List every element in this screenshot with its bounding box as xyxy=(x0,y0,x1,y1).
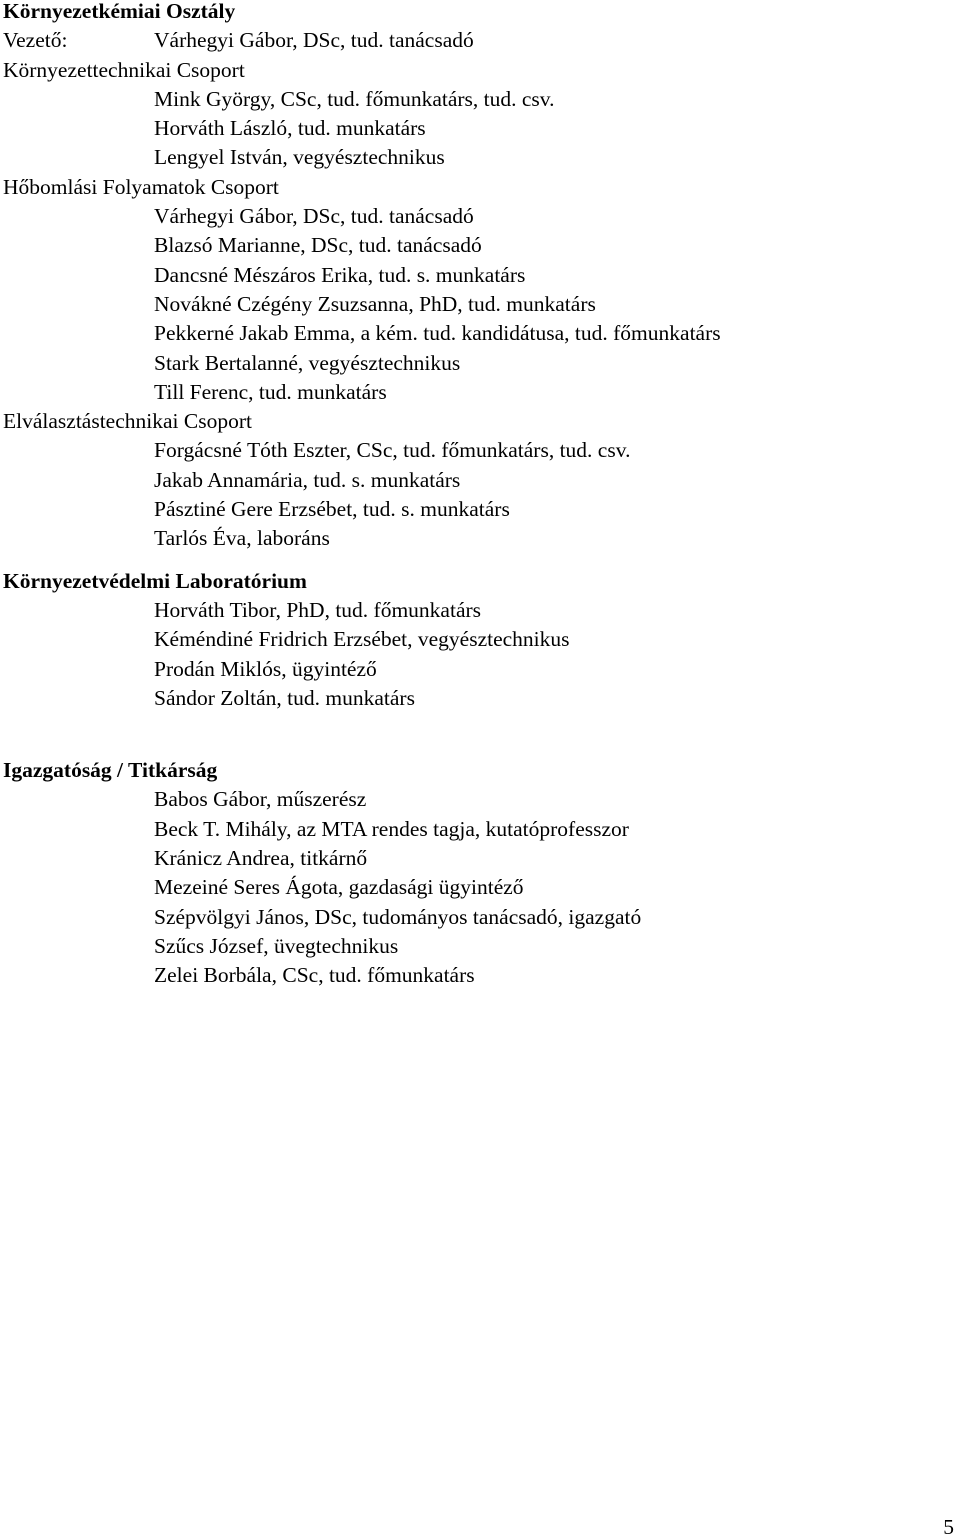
member: Szűcs József, üvegtechnikus xyxy=(154,933,399,958)
member: Dancsné Mészáros Erika, tud. s. munkatárs xyxy=(154,262,526,287)
member: Várhegyi Gábor, DSc, tud. tanácsadó xyxy=(154,204,474,229)
member: Pekkerné Jakab Emma, a kém. tud. kandidátusa, tud. főmunkatárs xyxy=(154,321,721,346)
member: Jakab Annamária, tud. s. munkatárs xyxy=(154,467,461,492)
member: Zelei Borbála, CSc, tud. főmunkatárs xyxy=(154,963,475,988)
member: Horváth László, tud. munkatárs xyxy=(154,116,426,141)
office-title: Igazgatóság / Titkárság xyxy=(3,758,218,783)
member: Mezeiné Seres Ágota, gazdasági ügyintéző xyxy=(154,875,524,900)
member: Novákné Czégény Zsuzsanna, PhD, tud. munkatárs xyxy=(154,291,596,316)
page-number: 5 xyxy=(943,1515,954,1539)
member: Mink György, CSc, tud. főmunkatárs, tud. csv. xyxy=(154,86,555,111)
leader-line xyxy=(3,26,953,55)
member: Stark Bertalanné, vegyésztechnikus xyxy=(154,350,461,375)
member: Szépvölgyi János, DSc, tudományos tanácsadó, igazgató xyxy=(154,904,642,929)
member: Kránicz Andrea, titkárnő xyxy=(154,846,368,871)
member: Sándor Zoltán, tud. munkatárs xyxy=(154,685,415,710)
member: Kéméndiné Fridrich Erzsébet, vegyésztechnikus xyxy=(154,627,570,652)
group-title: Hőbomlási Folyamatok Csoport xyxy=(3,174,279,199)
lab-title: Környezetvédelmi Laboratórium xyxy=(3,568,307,593)
member: Till Ferenc, tud. munkatárs xyxy=(154,379,387,404)
leader-label: Vezető: xyxy=(3,28,68,53)
member: Forgácsné Tóth Eszter, CSc, tud. főmunkatárs, tud. csv. xyxy=(154,438,631,463)
member: Horváth Tibor, PhD, tud. főmunkatárs xyxy=(154,597,482,622)
member: Pásztiné Gere Erzsébet, tud. s. munkatárs xyxy=(154,497,510,522)
member: Prodán Miklós, ügyintéző xyxy=(154,656,377,681)
department-title: Környezetkémiai Osztály xyxy=(3,0,236,23)
group-title: Elválasztástechnikai Csoport xyxy=(3,409,252,434)
member: Tarlós Éva, laboráns xyxy=(154,526,330,551)
group-title: Környezettechnikai Csoport xyxy=(3,57,245,82)
member: Blazsó Marianne, DSc, tud. tanácsadó xyxy=(154,233,482,258)
member: Beck T. Mihály, az MTA rendes tagja, kutatóprofesszor xyxy=(154,816,629,841)
staff-list xyxy=(3,0,953,991)
member: Babos Gábor, műszerész xyxy=(154,787,367,812)
leader-name: Várhegyi Gábor, DSc, tud. tanácsadó xyxy=(154,28,474,53)
member: Lengyel István, vegyésztechnikus xyxy=(154,145,445,170)
